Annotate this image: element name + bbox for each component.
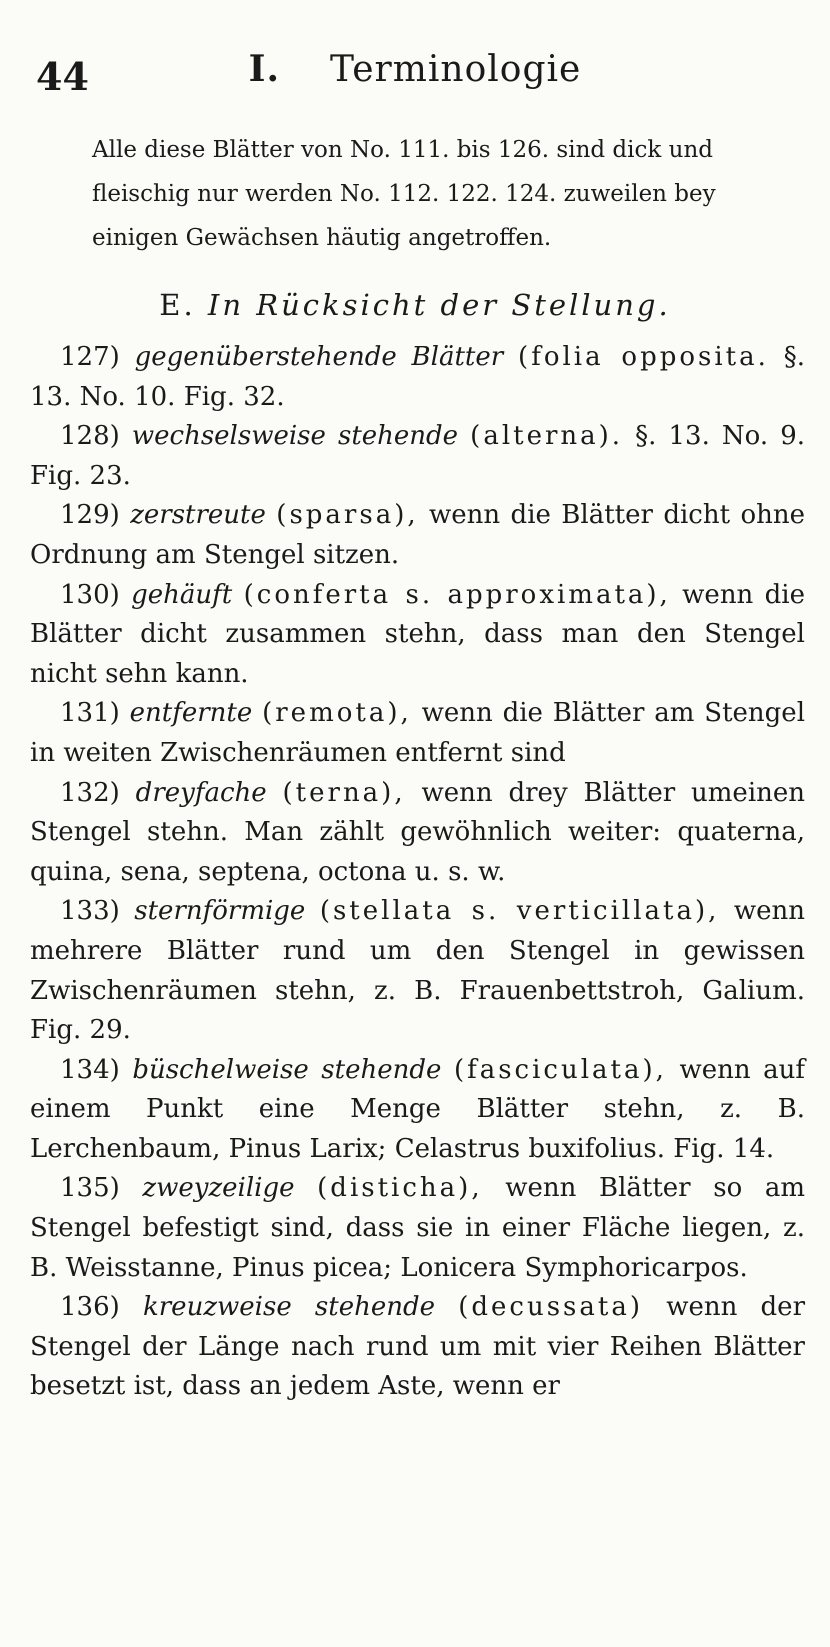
section-heading <box>0 288 830 322</box>
entry-term: zweyzeilige <box>142 1173 295 1204</box>
running-title <box>0 48 830 90</box>
entry-131 <box>30 694 805 773</box>
entry-latin: (decussata) <box>458 1292 643 1323</box>
entry-130 <box>30 576 805 695</box>
entry-number: 130) <box>60 579 120 610</box>
entry-term: büschelweise stehende <box>132 1054 442 1085</box>
entry-number: 133) <box>60 896 120 927</box>
entry-latin: (fasciculata), <box>453 1054 667 1085</box>
entry-text: wenn der Stengel der Länge nach rund um mit vier Reihen Blätter besetzt ist, dass an jedem Aste, wenn er <box>30 1292 805 1402</box>
section-letter: E. <box>159 288 196 322</box>
entry-133 <box>30 892 805 1050</box>
entry-text: wenn die Blätter dicht ohne Ordnung am Stengel sitzen. <box>30 500 805 570</box>
intro-paragraph: Alle diese Blätter von No. 111. bis 126. sind dick und fleischig nur werden No. 112. 122. 124. zuweilen bey einigen Gewächsen häutig angetroffen. <box>92 137 716 251</box>
entry-text: wenn auf einem Punkt eine Menge Blätter stehn, z. B. Lerchenbaum, Pinus Larix; Celastrus buxifolius. Fig. 14. <box>30 1054 805 1164</box>
entry-number: 134) <box>60 1054 120 1085</box>
entry-term: wechselsweise stehende <box>131 421 459 452</box>
entry-129 <box>30 496 805 575</box>
entry-text: wenn die Blätter dicht zusammen stehn, dass man den Stengel nicht sehn kann. <box>30 579 806 689</box>
entry-latin: (disticha), <box>317 1173 483 1204</box>
entry-term: dreyfache <box>135 777 267 808</box>
page-header <box>0 48 830 98</box>
entry-term: entfernte <box>129 698 253 729</box>
entry-term: gehäuft <box>131 579 233 610</box>
entry-134 <box>30 1051 805 1170</box>
entry-latin: (sparsa), <box>276 500 419 531</box>
entry-number: 129) <box>60 500 120 531</box>
entry-number: 127) <box>60 342 120 372</box>
entry-term: kreuzweise stehende <box>143 1292 435 1323</box>
section-title: In Rücksicht der Stellung. <box>207 288 671 322</box>
entry-latin: (terna), <box>282 777 406 808</box>
entry-number: 136) <box>60 1292 120 1323</box>
entry-127 <box>30 338 805 417</box>
entry-latin: (alterna). <box>470 421 624 452</box>
entry-text: wenn drey Blätter umeinen Stengel stehn. Man zählt gewöhnlich weiter: quaterna, quina, sena, septena, octona u. s. w. <box>30 777 806 887</box>
entry-number: 131) <box>60 698 120 729</box>
entry-135 <box>30 1169 805 1288</box>
entry-text: §. 13. No. 9. Fig. 23. <box>30 421 806 491</box>
entry-latin: (remota), <box>262 698 412 729</box>
entry-128 <box>30 417 805 496</box>
entry-text: wenn mehrere Blätter rund um den Stengel in gewissen Zwischenräumen stehn, z. B. Frauenbettstroh, Galium. Fig. 29. <box>30 896 806 1046</box>
entry-term: gegenüberstehende Blätter <box>134 342 504 372</box>
entry-latin: (folia opposita. <box>518 342 769 372</box>
entry-term: sternförmige <box>134 896 306 927</box>
chapter-number: I. <box>248 48 281 90</box>
entry-text: §. 13. No. 10. Fig. 32. <box>30 342 806 412</box>
page-number: 44 <box>36 54 89 99</box>
chapter-title: Terminologie <box>330 49 582 90</box>
entry-132 <box>30 774 805 893</box>
entry-number: 128) <box>60 421 120 452</box>
entry-latin: (stellata s. verticillata), <box>319 896 720 927</box>
entry-text: wenn Blätter so am Stengel befestigt sind, dass sie in einer Fläche liegen, z. B. Weisstanne, Pinus picea; Lonicera Symphoricarpos. <box>30 1173 806 1283</box>
entry-text: wenn die Blätter am Stengel in weiten Zwischenräumen entfernt sind <box>30 698 806 768</box>
entry-latin: (conferta s. approximata), <box>243 579 671 610</box>
entry-number: 135) <box>60 1173 120 1204</box>
entry-list <box>30 338 805 1407</box>
entry-term: zerstreute <box>130 500 266 531</box>
entry-136 <box>30 1288 805 1407</box>
entry-number: 132) <box>60 777 120 808</box>
